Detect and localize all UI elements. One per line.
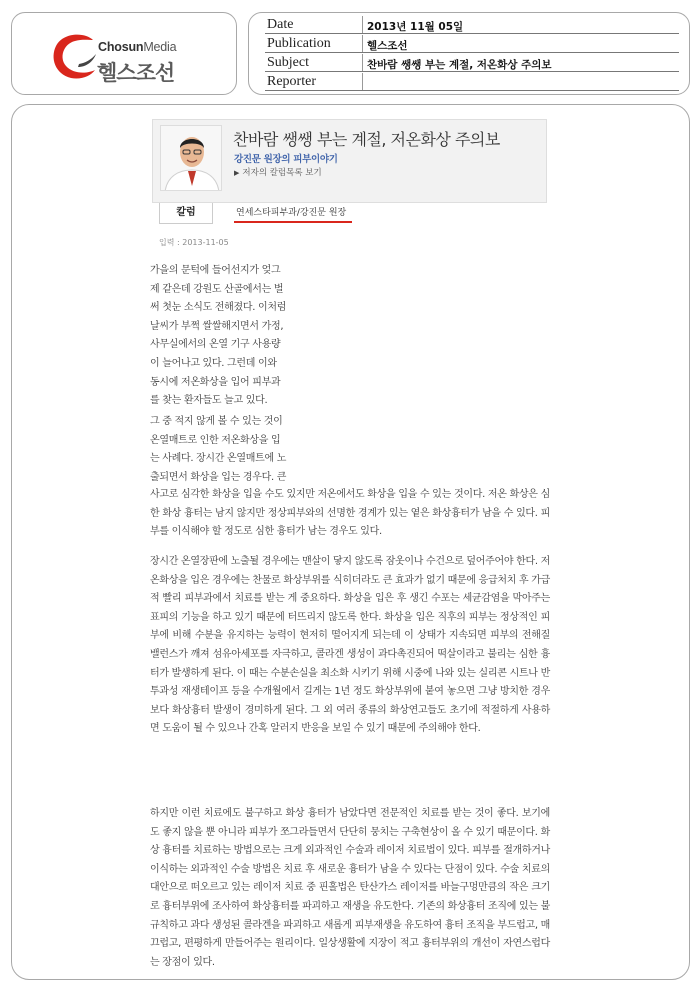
text-line: 출되면서 화상을 입는 경우다. 큰 [150,471,287,483]
meta-row-reporter [265,73,679,91]
text-line: 온열매트로 인한 저온화상을 입 [150,434,281,446]
author-columns-link[interactable] [234,166,322,178]
meta-divider [362,54,363,71]
meta-divider [362,16,363,33]
chosun-logo-icon [49,30,101,82]
paragraph-5: 하지만 이런 치료에도 불구하고 화상 흉터가 남았다면 전문적인 치료를 받는 것이 좋다. 보기에도 좋지 않을 뿐 아니라 피부가 쪼그라들면서 단단히 뭉치는 구축현상이 올 수 있기 때문이다. 화상 흉터를 치료하는 방법으로는 크게 외과적인 수술과 레이저 치료법이 있다. 피부를 절개하거나 이식하는 외과적인 수술 방법은 치료 후 새로운 흉터가 남을 수 있다는 단점이 있다. 수술 치료의 대안으로 떠오르고 있는 레이저 치료 중 핀홀법은 탄산가스 레이저를 바늘구멍만큼의 작은 크기로 흉터부위에 조사하여 화상흉터를 파괴하고 재생을 유도한다. 기존의 화상흉터 조직에 있는 불규칙하고 과다 생성된 콜라겐을 파괴하고 새롭게 피부재생을 유도하여 흉터 조직을 부드럽고, 매끄럽고, 편평하게 만들어주는 원리이다. 일상생활에 지장이 적고 흉터부위의 개선이 자연스럽다는 장점이 있다. [150,808,550,968]
author-columns-link-label: 저자의 칼럼목록 보기 [242,168,322,178]
text-line: 그 중 적지 않게 볼 수 있는 것이 [150,416,283,427]
paragraph-1 [150,262,318,411]
text-line: 제 같은데 강원도 산골에서는 벌 [150,283,284,295]
meta-divider [362,35,363,52]
text-line: 는 사례다. 장시간 온열매트에 노 [150,453,287,465]
text-line: 동시에 저온화상을 입어 피부과 [150,376,281,388]
author-photo [160,125,222,191]
meta-row-publication [265,35,679,53]
meta-label: Reporter [267,74,316,89]
text-line: 날씨가 부쩍 쌀쌀해지면서 가정, [150,320,284,332]
meta-value: 찬바람 쌩쌩 부는 계절, 저온화상 주의보 [367,59,552,71]
meta-row-subject [265,54,679,72]
brand-name-en: ChosunMedia [98,40,177,54]
meta-row-date [265,16,679,34]
text-line: 가을의 문턱에 들어선지가 엊그 [150,265,281,276]
meta-value: 헬스조선 [367,40,408,52]
text-line: 써 첫눈 소식도 전해졌다. 이처럼 [150,302,287,314]
meta-box [248,12,690,95]
brand-name-ko: 헬스조선 [97,61,175,85]
column-series[interactable]: 강진문 원장의 피부이야기 [234,154,338,165]
meta-label: Date [267,17,294,32]
paragraph-3: 사고로 심각한 화상을 입을 수도 있지만 저온에서도 화상을 입을 수 있는 것이다. 저온 화상은 심한 화상 흉터는 남지 않지만 정상피부와의 선명한 경계가 있는 옅은 화상흉터가 남을 수 있다. 피부를 이식해야 할 정도로 심한 흉터가 남는 경우도 있다. [150,489,550,538]
tab-column[interactable]: 칼럼 [159,203,213,224]
column-title: 찬바람 쌩쌩 부는 계절, 저온화상 주의보 [233,130,500,149]
text-line: 를 찾는 환자들도 늘고 있다. [150,395,268,407]
meta-label: Subject [267,55,309,70]
meta-divider [362,73,363,90]
author-underline [234,221,352,223]
paragraph-4: 장시간 온열장판에 노출될 경우에는 맨살이 닿지 않도록 잠옷이나 수건으로 덮어주어야 한다. 저온화상을 입은 경우에는 찬물로 화상부위를 식히더라도 큰 효과가 없기 때문에 응급처치 후 가급적 빨리 피부과에서 치료를 받는 게 중요하다. 화상을 입은 후 생긴 수포는 세균감염을 막아주는 표피의 기능을 하고 있기 때문에 터뜨리지 않도록 한다. 화상을 입은 직후의 피부는 정상적인 피부에 비해 수분을 유지하는 능력이 현저히 떨어지게 되는데 이 상태가 지속되면 피부의 전해질 밸런스가 깨져 섬유아세포를 자극하고, 콜라겐 생성이 과다촉진되어 떡살이라고 불리는 심한 흉터가 발생하게 된다. 이 때는 수분손실을 최소화 시키기 위해 시중에 나와 있는 실리콘 시트나 반투과성 재생테이프 등을 수개월에서 길게는 1년 정도 화상부위에 붙여 놓으면 그냥 방치한 경우보다 화상흉터 발생이 경미하게 된다. 그 외 여러 종류의 화상연고들도 초기에 적절하게 사용하면 도움이 될 수 있으나 간혹 알러지 반응을 보일 수 있기 때문에 주의해야 한다. [150,556,550,735]
meta-value: 2013년 11월 05일 [367,21,464,33]
author-portrait-icon [161,126,222,191]
paragraph-2 [150,413,318,487]
text-line: 사무실에서의 온열 기구 사용량 [150,339,281,351]
author-name: 연세스타피부과/강진문 원장 [236,208,347,218]
logo-box [11,12,237,95]
meta-label: Publication [267,36,331,51]
text-line: 이 늘어나고 있다. 그런데 이와 [150,357,277,369]
play-arrow-icon: ▶ [234,169,240,177]
article-date: 입력 : 2013-11-05 [159,238,229,247]
